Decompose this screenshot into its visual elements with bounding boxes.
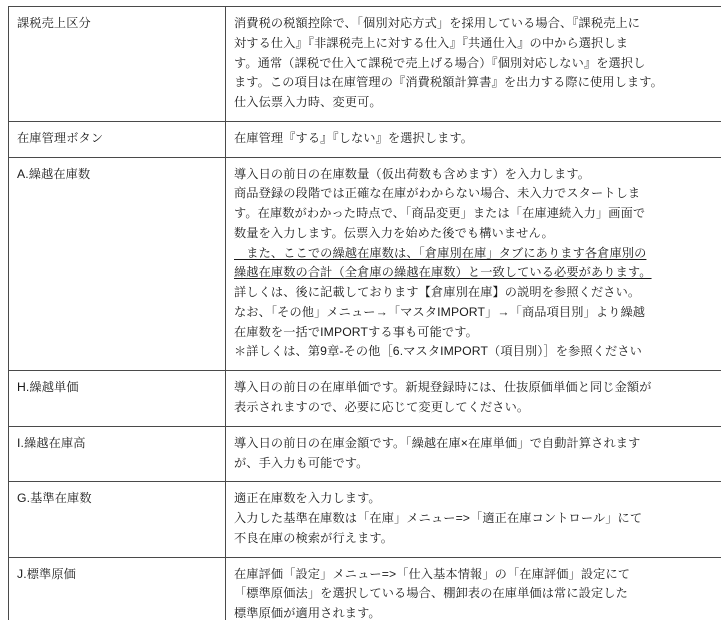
- table-row: [9, 557, 721, 620]
- table-row: [9, 426, 721, 482]
- description-line: 在庫管理『する』『しない』を選択します。: [234, 130, 474, 145]
- description-line: 標準原価が適用されます。: [234, 606, 381, 620]
- description-line: 商品登録の段階では正確な在庫がわからない場合、未入力でスタートしま: [234, 186, 641, 201]
- description-line: 「標準原価法」を選択している場合、棚卸表の在庫単価は常に設定した: [234, 586, 628, 601]
- table-row: [9, 371, 721, 427]
- row-label-cell: [9, 7, 226, 122]
- description-line: 適正在庫数を入力します。: [234, 491, 381, 506]
- row-label-cell: [9, 557, 226, 620]
- row-description-cell: [226, 557, 721, 620]
- row-label-cell: [9, 121, 226, 157]
- description-line: 不良在庫の検索が行えます。: [234, 530, 394, 545]
- description-line: 在庫評価「設定」メニュー=>「仕入基本情報」の「在庫評価」設定にて: [234, 566, 631, 581]
- row-label-text: I.繰越在庫高: [17, 435, 86, 450]
- row-label-cell: [9, 426, 226, 482]
- table-row: [9, 7, 721, 122]
- row-description-cell: [226, 157, 721, 371]
- description-line: 導入日の前日の在庫金額です。「繰越在庫×在庫単価」で自動計算されます: [234, 435, 641, 450]
- row-description-cell: [226, 121, 721, 157]
- spec-table-body: [9, 7, 721, 620]
- description-line: す。通常（課税で仕入て課税で売上げる場合）『個別対応しない』を選択し: [234, 55, 646, 70]
- description-line: が、手入力も可能です。: [234, 455, 369, 470]
- description-line: 数量を入力します。伝票入力を始めた後でも構いません。: [234, 225, 554, 240]
- row-description-cell: [226, 426, 721, 482]
- description-line: す。在庫数がわかった時点で、「商品変更」または「在庫連続入力」画面で: [234, 206, 646, 221]
- table-row: [9, 157, 721, 371]
- row-label-text: 課税売上区分: [17, 16, 91, 30]
- spec-table: [8, 6, 721, 620]
- row-label-text: H.繰越単価: [17, 380, 79, 395]
- description-line: 導入日の前日の在庫数量（仮出荷数も含めます）を入力します。: [234, 166, 590, 181]
- table-row: [9, 482, 721, 557]
- description-line: 導入日の前日の在庫単価です。新規登録時には、仕抜原価単価と同じ金額が: [234, 380, 652, 395]
- description-line: 消費税の税額控除で、「個別対応方式」を採用している場合、『課税売上に: [234, 16, 641, 30]
- description-line: 対する仕入』『非課税売上に対する仕入』『共通仕入』の中から選択しま: [234, 35, 629, 50]
- row-label-text: A.繰越在庫数: [17, 166, 91, 181]
- description-line: 在庫数を一括でIMPORTする事も可能です。: [234, 324, 478, 339]
- description-line: なお、「その他」メニュー→「マスタIMPORT」→「商品項目別」より繰越: [234, 304, 646, 319]
- description-line: 仕入伝票入力時、変更可。: [234, 95, 382, 110]
- row-label-text: 在庫管理ボタン: [17, 130, 104, 145]
- row-description-cell: [226, 482, 721, 557]
- row-label-text: J.標準原価: [17, 566, 76, 581]
- description-line: ます。この項目は在庫管理の『消費税額計算書』を出力する際に使用します。: [234, 75, 663, 90]
- description-line: ＊詳しくは、第9章-その他［6.マスタIMPORT（項目別）］を参照ください: [234, 344, 642, 359]
- description-line: 入力した基準在庫数は「在庫」メニュー=>「適正在庫コントロール」にて: [234, 511, 643, 526]
- description-line: 表示されますので、必要に応じて変更してください。: [234, 400, 530, 415]
- table-row: [9, 121, 721, 157]
- row-description-cell: [226, 7, 721, 122]
- description-line: 繰越在庫数の合計（全倉庫の繰越在庫数）と一致している必要があります。: [234, 265, 652, 280]
- row-label-cell: [9, 482, 226, 557]
- row-label-text: G.基準在庫数: [17, 491, 92, 506]
- description-line: 詳しくは、後に記載しております【倉庫別在庫】の説明を参照ください。: [234, 285, 641, 300]
- row-label-cell: [9, 371, 226, 427]
- description-line: また、ここでの繰越在庫数は、「倉庫別在庫」タブにあります各倉庫別の: [234, 245, 647, 260]
- row-label-cell: [9, 157, 226, 371]
- row-description-cell: [226, 371, 721, 427]
